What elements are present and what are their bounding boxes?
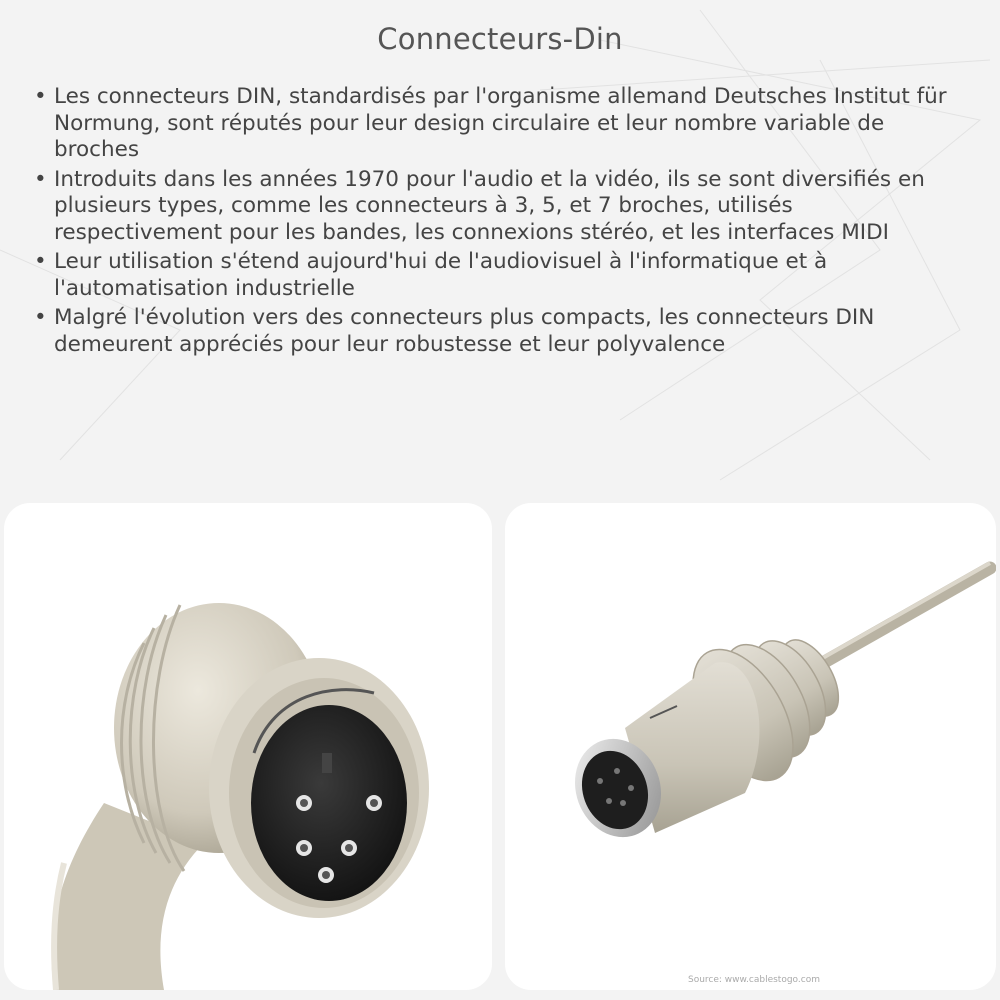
bullet-marker: • xyxy=(34,166,47,192)
female-din-connector-illustration xyxy=(505,503,996,990)
male-din-connector-illustration xyxy=(4,503,492,990)
bullet-item xyxy=(32,84,962,164)
bullet-item xyxy=(32,305,962,358)
bullet-marker: • xyxy=(34,249,47,274)
image-card-male-connector xyxy=(4,503,492,990)
bullet-item xyxy=(32,167,962,247)
bullet-marker: • xyxy=(34,305,47,330)
bullet-text: Malgré l'évolution vers des connecteurs plus compacts, les connecteurs DIN demeurent appréciés pour leur robustesse et leur polyvalence xyxy=(54,305,875,357)
page-title: Connecteurs-Din xyxy=(377,22,623,56)
bullet-text: Les connecteurs DIN, standardisés par l'organisme allemand Deutsches Institut für Normung, sont réputés pour leur design circulaire et leur nombre variable de broches xyxy=(54,84,947,162)
image-card-female-connector xyxy=(505,503,996,990)
bullet-text: Introduits dans les années 1970 pour l'audio et la vidéo, ils se sont diversifiés en plusieurs types, comme les connecteurs à 3, 5, et 7 broches, utilisés respectivement pour les bandes, les connexions stéréo, et les interfaces MIDI xyxy=(54,166,925,245)
image-source-credit: Source: www.cablestogo.com xyxy=(687,975,820,985)
bullet-marker: • xyxy=(34,84,47,109)
bullet-list xyxy=(32,84,962,361)
bullet-item xyxy=(32,249,962,302)
bullet-text: Leur utilisation s'étend aujourd'hui de l'audiovisuel à l'informatique et à l'automatisation industrielle xyxy=(54,249,828,301)
